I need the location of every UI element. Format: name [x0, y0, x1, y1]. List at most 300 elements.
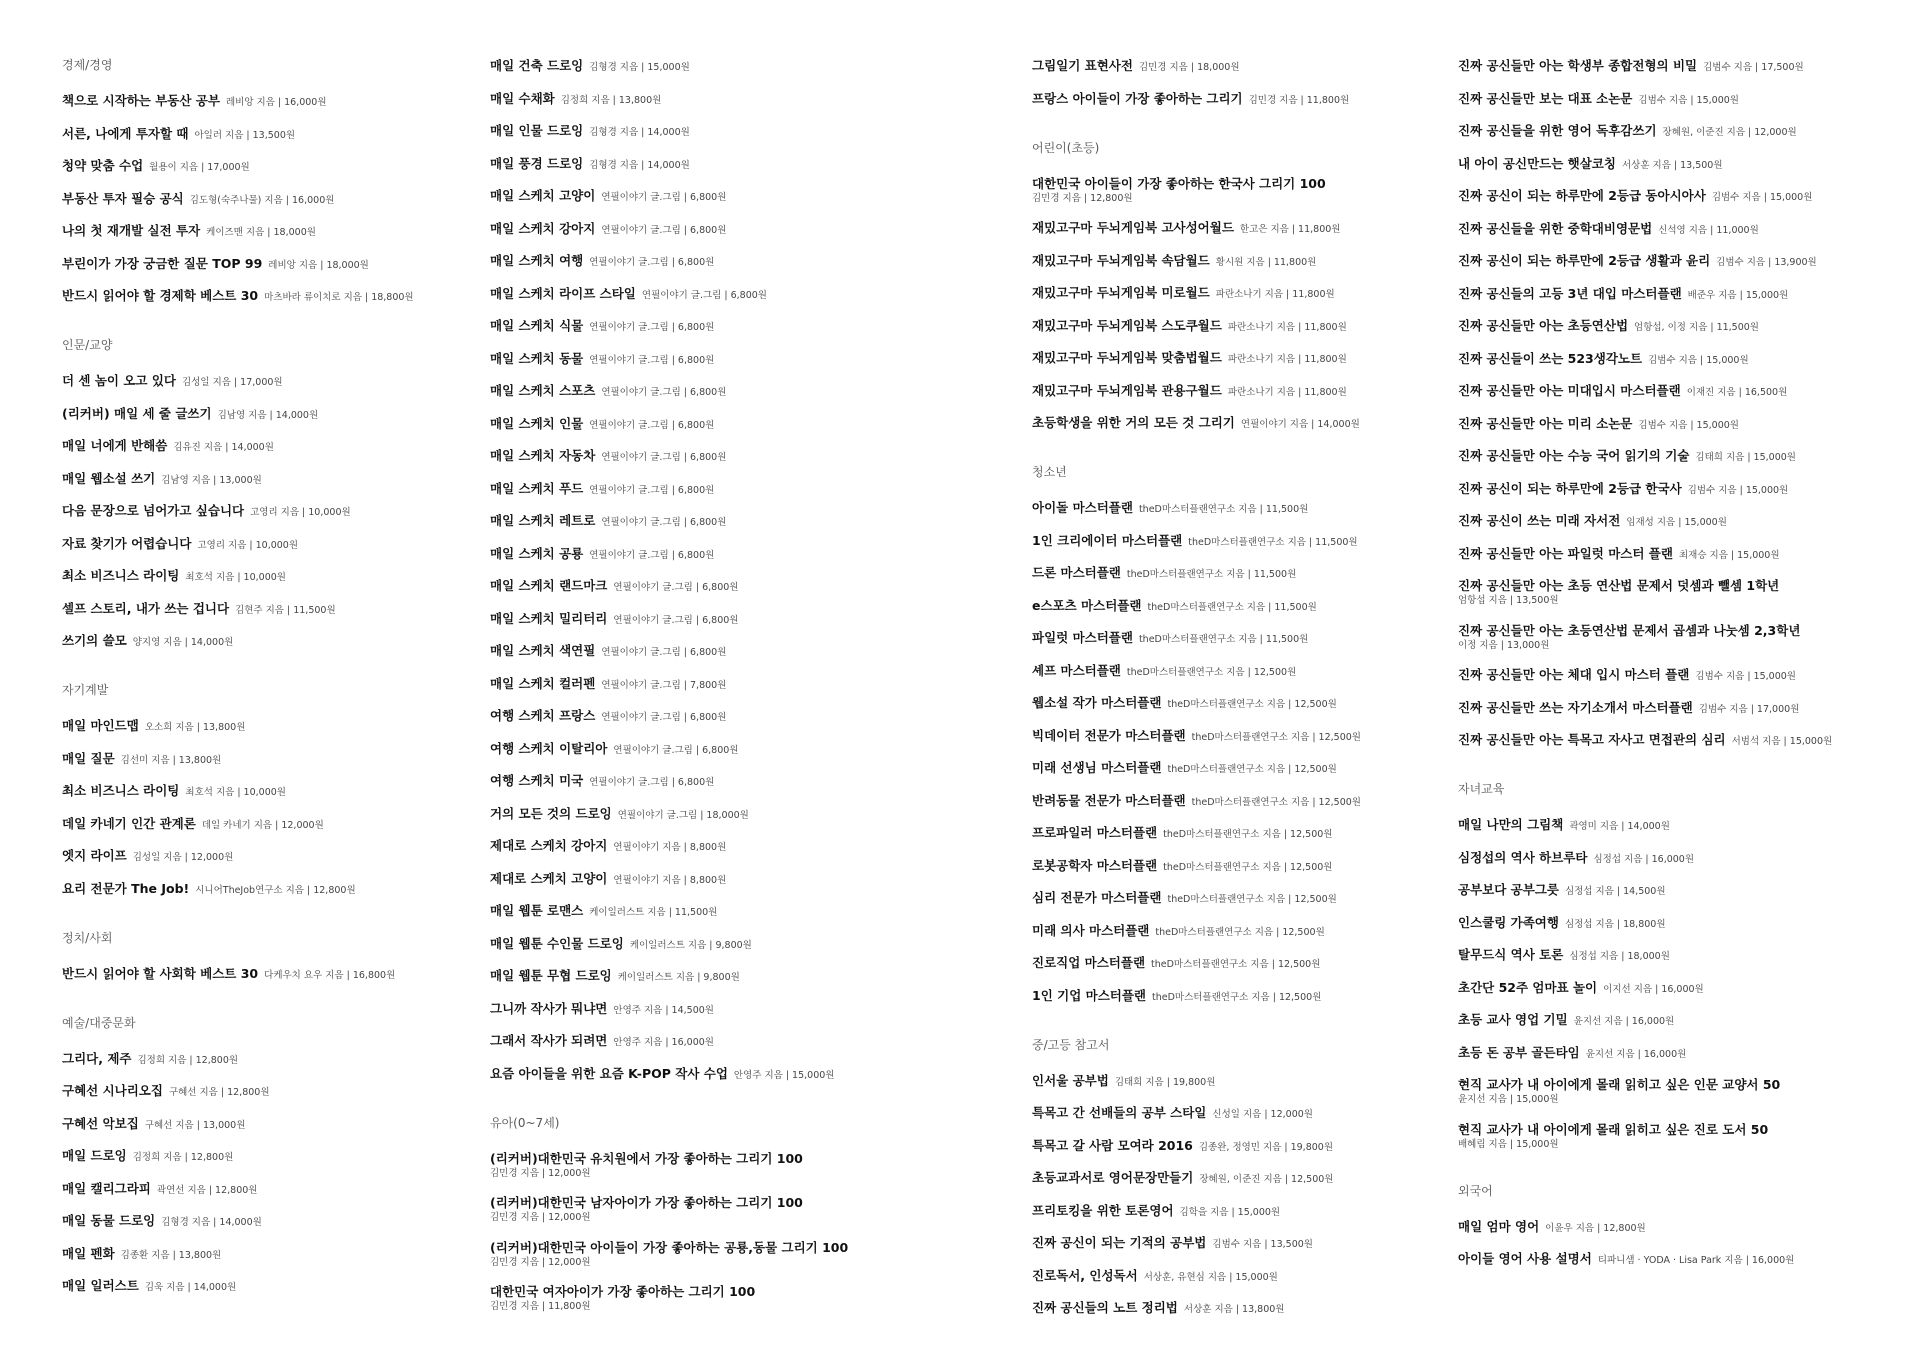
book-entry	[1032, 1071, 1432, 1091]
book-title: 재밌고구마 두뇌게임북 미로월드	[1032, 285, 1210, 300]
book-title: 진짜 공신들만 아는 초등연산법 문제서 곱셈과 나눗셈 2,3학년	[1458, 622, 1801, 638]
book-author-price: theD마스터플랜연구소 지음 | 12,500원	[1151, 959, 1321, 970]
book-entry	[1032, 56, 1432, 76]
book-title: 초등교과서로 영어문장만들기	[1032, 1170, 1194, 1185]
book-entry	[490, 901, 890, 921]
book-title: 반려동물 전문가 마스터플랜	[1032, 792, 1186, 808]
book-title: 그리다, 제주	[62, 1050, 132, 1066]
book-title: 매일 마인드맵	[62, 718, 139, 733]
book-title: 매일 웹툰 수인물 드로잉	[490, 935, 624, 951]
book-entry	[62, 404, 462, 424]
book-entry	[1458, 251, 1858, 271]
book-title: (리커버)대한민국 아이들이 가장 좋아하는 공룡,동물 그리기 100	[490, 1239, 849, 1255]
book-author-price: theD마스터플랜연구소 지음 | 12,500원	[1167, 764, 1337, 775]
book-title: 현직 교사가 내 아이에게 몰래 읽히고 싶은 인문 교양서 50	[1458, 1077, 1781, 1092]
section-heading: 어린이(초등)	[1032, 140, 1100, 155]
book-title: 반드시 읽어야 할 경제학 베스트 30	[62, 288, 259, 303]
book-author-price: 김태희 지음 | 15,000원	[1695, 452, 1796, 463]
book-entry	[1458, 576, 1858, 608]
book-author-price: 최호석 지음 | 10,000원	[185, 572, 286, 583]
book-author-price: 파란소나기 지음 | 11,800원	[1215, 289, 1335, 300]
book-title: 내 아이 공신만드는 햇살코칭	[1458, 155, 1616, 171]
book-entry	[1458, 349, 1858, 369]
book-author-price: theD마스터플랜연구소 지음 | 11,500원	[1138, 504, 1309, 515]
book-author-price: 서상훈, 유현심 지음 | 15,000원	[1143, 1271, 1278, 1283]
book-author-price: 심정섭 지음 | 14,500원	[1564, 886, 1666, 897]
book-author-price: 연필이야기 글.그림 | 6,800원	[601, 224, 727, 236]
book-entry	[62, 781, 462, 801]
book-title: 책으로 시작하는 부동산 공부	[62, 93, 220, 108]
book-author-price: 김남영 지음 | 14,000원	[217, 409, 319, 421]
book-author-price: 마츠바라 류이치로 지음 | 18,800원	[264, 292, 414, 303]
book-entry	[490, 349, 890, 369]
book-entry	[1458, 1120, 1858, 1152]
book-title: 매일 수채화	[490, 90, 555, 106]
book-title: 매일 스케치 공룡	[490, 545, 584, 561]
book-author-price: 연필이야기 글.그림 | 6,800원	[601, 387, 727, 398]
book-title: (리커버) 매일 세 줄 글쓰기	[62, 405, 212, 421]
book-author-price: 장혜원, 이준진 지음 | 12,500원	[1199, 1174, 1334, 1185]
book-title: 매일 엄마 영어	[1458, 1218, 1540, 1234]
book-title: 구혜선 악보집	[62, 1115, 139, 1131]
book-author-price: 파란소나기 지음 | 11,800원	[1227, 354, 1347, 365]
book-author-price: 김범수 지음 | 13,500원	[1212, 1239, 1313, 1250]
book-title: 요리 전문가 The Job!	[62, 880, 190, 896]
book-title: 인서울 공부법	[1032, 1072, 1109, 1088]
book-title: 나의 첫 재개발 실전 투자	[62, 223, 201, 238]
book-title: 매일 스케치 레트로	[490, 513, 596, 528]
book-entry	[62, 814, 462, 834]
book-author-price: theD마스터플랜연구소 지음 | 12,500원	[1163, 829, 1333, 840]
book-entry	[1032, 661, 1432, 681]
catalog-section	[62, 929, 462, 984]
book-author-price: 안영주 지음 | 14,500원	[613, 1004, 714, 1016]
book-title: 진짜 공신들만 아는 체대 입시 마스터 플랜	[1458, 667, 1690, 682]
book-entry	[1032, 986, 1432, 1006]
book-title: 엣지 라이프	[62, 848, 127, 863]
book-entry	[490, 544, 890, 564]
book-entry	[1032, 1233, 1432, 1253]
book-author-price: 연필이야기 글.그림 | 6,800원	[641, 289, 767, 301]
book-entry	[62, 189, 462, 209]
book-author-price: 김성일 지음 | 17,000원	[182, 377, 283, 388]
catalog-section	[490, 1114, 890, 1315]
book-title: 다음 문장으로 넘어가고 싶습니다	[62, 503, 245, 518]
book-entry	[490, 121, 890, 141]
book-entry	[1458, 219, 1858, 239]
book-author-price: theD마스터플랜연구소 지음 | 12,500원	[1167, 699, 1337, 710]
book-entry	[1458, 121, 1858, 141]
catalog-column	[1458, 56, 1858, 1299]
book-author-price: 곽연선 지음 | 12,800원	[156, 1184, 258, 1196]
book-entry	[62, 631, 462, 651]
book-author-price: 연필이야기 글.그림 | 6,800원	[589, 257, 715, 268]
book-author-price: 김범수 지음 | 15,000원	[1648, 354, 1749, 366]
book-author-price: 고영리 지음 | 10,000원	[197, 539, 299, 551]
book-author-price: 연필이야기 글.그림 | 6,800원	[589, 777, 715, 788]
catalog-section	[1458, 56, 1858, 750]
book-entry	[490, 836, 890, 856]
book-title: 현직 교사가 내 아이에게 몰래 읽히고 싶은 진로 도서 50	[1458, 1121, 1769, 1137]
book-author-price: 다케우치 요우 지음 | 16,800원	[264, 969, 396, 981]
book-title: 매일 질문	[62, 750, 115, 766]
book-author-price: 케이즈맨 지음 | 18,000원	[206, 227, 316, 238]
book-title: 매일 펜화	[62, 1245, 115, 1261]
book-entry	[1458, 414, 1858, 434]
book-entry	[1032, 413, 1432, 433]
book-title: 드론 마스터플랜	[1032, 565, 1121, 580]
book-entry	[1032, 1168, 1432, 1188]
book-entry	[62, 1179, 462, 1199]
book-title: 매일 스케치 컬러펜	[490, 675, 596, 691]
section-heading: 중/고등 참고서	[1032, 1037, 1110, 1052]
book-entry	[62, 124, 462, 144]
book-author-price: 김정희 지음 | 12,800원	[132, 1152, 234, 1163]
book-entry	[490, 706, 890, 726]
book-entry	[1458, 913, 1858, 933]
book-entry	[490, 219, 890, 239]
book-title: 진짜 공신들을 위한 영어 독후감쓰기	[1458, 123, 1657, 138]
catalog-section	[490, 56, 890, 1084]
book-author-price: 안영주 지음 | 16,000원	[613, 1037, 714, 1048]
book-entry	[490, 414, 890, 434]
book-entry	[490, 1193, 890, 1225]
book-author-price: 김태희 지음 | 19,800원	[1114, 1076, 1216, 1088]
book-title: 더 센 놈이 오고 있다	[62, 373, 177, 388]
book-title: 셀프 스토리, 내가 쓰는 겁니다	[62, 600, 230, 616]
book-title: 매일 스케치 밀리터리	[490, 610, 608, 626]
book-title: 구혜선 시나리오집	[62, 1083, 163, 1098]
book-entry	[490, 1238, 890, 1270]
book-entry	[62, 879, 462, 899]
book-title: 부동산 투자 필승 공식	[62, 190, 184, 206]
book-author-price: 김범수 지음 | 15,000원	[1687, 484, 1789, 496]
book-entry	[62, 1081, 462, 1101]
book-author-price: 연필이야기 글.그림 | 6,800원	[601, 517, 727, 528]
book-title: 재밌고구마 두뇌게임북 고사성어월드	[1032, 220, 1234, 235]
book-entry	[62, 221, 462, 241]
book-author-price: 케이일러스트 지음 | 9,800원	[629, 939, 752, 951]
book-author-price: 구혜선 지음 | 12,800원	[168, 1087, 270, 1098]
book-entry	[490, 641, 890, 661]
book-title: 로봇공학자 마스터플랜	[1032, 857, 1158, 873]
section-heading: 정치/사회	[62, 930, 113, 945]
book-entry	[62, 716, 462, 736]
book-author-price: 김민경 지음 | 12,000원	[490, 1212, 591, 1223]
book-entry	[1032, 726, 1432, 746]
book-title: 진짜 공신들만 아는 수능 국어 읽기의 기술	[1458, 448, 1690, 463]
book-author-price: theD마스터플랜연구소 지음 | 12,500원	[1191, 796, 1361, 808]
book-entry	[1458, 89, 1858, 109]
book-entry	[1458, 945, 1858, 965]
book-entry	[490, 479, 890, 499]
book-author-price: 연필이야기 글.그림 | 6,800원	[613, 744, 739, 756]
book-entry	[1032, 856, 1432, 876]
book-author-price: 김범수 지음 | 15,000원	[1638, 419, 1739, 431]
book-title: 매일 스케치 고양이	[490, 188, 596, 203]
book-title: 미래 선생님 마스터플랜	[1032, 760, 1162, 775]
book-entry	[490, 446, 890, 466]
book-author-price: 이재진 지음 | 16,500원	[1686, 387, 1788, 398]
book-title: 매일 스케치 랜드마크	[490, 578, 608, 593]
catalog-section	[1032, 56, 1432, 109]
book-author-price: 최호석 지음 | 10,000원	[185, 787, 286, 798]
book-title: 매일 스케치 푸드	[490, 480, 584, 496]
book-title: 인스쿨링 가족여행	[1458, 914, 1559, 930]
book-author-price: 김형경 지음 | 14,000원	[161, 1217, 262, 1228]
book-title: 부린이가 가장 궁금한 질문 TOP 99	[62, 255, 263, 271]
book-entry	[1458, 848, 1858, 868]
section-heading: 인문/교양	[62, 338, 113, 352]
book-entry	[62, 846, 462, 866]
book-entry	[1032, 174, 1432, 206]
book-title: 매일 스케치 자동차	[490, 448, 596, 463]
book-entry	[1458, 446, 1858, 466]
book-title: 진짜 공신들의 노트 정리법	[1032, 1300, 1178, 1315]
book-entry	[490, 1149, 890, 1181]
book-title: 매일 웹툰 무협 드로잉	[490, 968, 612, 983]
book-author-price: 이윤우 지음 | 12,800원	[1545, 1222, 1646, 1234]
book-author-price: 서상훈 지음 | 13,500원	[1621, 159, 1723, 171]
book-author-price: 김정희 지음 | 12,800원	[137, 1054, 239, 1066]
book-entry	[62, 469, 462, 489]
book-author-price: theD마스터플랜연구소 지음 | 11,500원	[1126, 569, 1297, 580]
catalog-column	[62, 56, 462, 1326]
book-author-price: 신석영 지음 | 11,000원	[1658, 224, 1759, 236]
book-author-price: 연필이야기 지음 | 8,800원	[613, 874, 727, 886]
book-author-price: 김범수 지음 | 15,000원	[1695, 671, 1796, 682]
book-title: 매일 스케치 인물	[490, 415, 584, 431]
book-title: 초등 돈 공부 골든타임	[1458, 1044, 1580, 1060]
book-author-price: 김욱 지음 | 14,000원	[144, 1282, 237, 1293]
book-title: 매일 건축 드로잉	[490, 58, 584, 73]
book-title: 초간단 52주 엄마표 놀이	[1458, 979, 1598, 995]
book-entry	[490, 186, 890, 206]
catalog-section	[62, 1014, 462, 1297]
book-author-price: 김민경 지음 | 11,800원	[1248, 94, 1350, 106]
book-title: 프로파일러 마스터플랜	[1032, 825, 1158, 840]
book-title: 진짜 공신들의 고등 3년 대입 마스터플랜	[1458, 285, 1682, 301]
book-author-price: 양지영 지음 | 14,000원	[132, 637, 234, 648]
book-entry	[1032, 316, 1432, 336]
book-entry	[1458, 1217, 1858, 1237]
book-entry	[1458, 1010, 1858, 1030]
book-title: 최소 비즈니스 라이팅	[62, 783, 180, 798]
book-title: 셰프 마스터플랜	[1032, 662, 1121, 678]
book-author-price: 서범석 지음 | 15,000원	[1731, 736, 1833, 747]
book-title: 매일 드로잉	[62, 1148, 127, 1163]
book-author-price: 임재성 지음 | 15,000원	[1626, 517, 1727, 528]
book-author-price: theD마스터플랜연구소 지음 | 12,500원	[1152, 991, 1322, 1003]
book-entry	[62, 254, 462, 274]
book-author-price: 김유진 지음 | 14,000원	[173, 442, 274, 453]
catalog-section	[62, 56, 462, 306]
book-title: 매일 동물 드로잉	[62, 1213, 156, 1228]
book-entry	[1458, 665, 1858, 685]
book-title: 재밌고구마 두뇌게임북 관용구월드	[1032, 382, 1222, 398]
book-entry	[62, 1211, 462, 1231]
book-title: (리커버)대한민국 남자아이가 가장 좋아하는 그리기 100	[490, 1195, 803, 1210]
book-author-price: 김성일 지음 | 12,000원	[132, 852, 234, 863]
book-entry	[1458, 316, 1858, 336]
book-title: 진짜 공신이 되는 하루만에 2등급 동아시아사	[1458, 188, 1706, 203]
book-author-price: 신성일 지음 | 12,000원	[1212, 1109, 1313, 1120]
book-author-price: 배혜림 지음 | 15,000원	[1458, 1138, 1559, 1150]
book-title: 요즘 아이들을 위한 요즘 K-POP 작사 수업	[490, 1065, 728, 1081]
book-title: 진짜 공신들만 아는 초등연산법	[1458, 318, 1629, 333]
book-title: 제대로 스케치 고양이	[490, 870, 608, 886]
book-entry	[1032, 693, 1432, 713]
book-author-price: 아일러 지음 | 13,500원	[194, 129, 296, 141]
book-entry	[1458, 1075, 1858, 1107]
book-author-price: 최재승 지음 | 15,000원	[1678, 549, 1780, 561]
book-author-price: 김민경 지음 | 11,800원	[490, 1301, 591, 1312]
book-entry	[1032, 921, 1432, 941]
catalog-section	[62, 336, 462, 651]
book-title: 심정섭의 역사 하브루타	[1458, 849, 1588, 865]
book-entry	[1458, 381, 1858, 401]
book-title: 진짜 공신들이 쓰는 523생각노트	[1458, 350, 1643, 366]
book-entry	[490, 511, 890, 531]
book-entry	[1458, 621, 1858, 653]
book-title: 매일 나만의 그림책	[1458, 817, 1564, 832]
book-title: 재밌고구마 두뇌게임북 스도쿠월드	[1032, 317, 1222, 333]
book-author-price: 케이일러스트 지음 | 9,800원	[617, 972, 740, 983]
section-heading: 자기계발	[62, 683, 109, 697]
book-title: 진짜 공신들만 아는 미리 소논문	[1458, 415, 1633, 431]
book-entry	[62, 1276, 462, 1296]
catalog-section	[1032, 463, 1432, 1006]
book-entry	[62, 534, 462, 554]
book-title: 매일 풍경 드로잉	[490, 155, 584, 171]
book-author-price: 김선미 지음 | 13,800원	[120, 754, 222, 766]
section-heading: 청소년	[1032, 465, 1067, 479]
book-author-price: 김범수 지음 | 17,000원	[1698, 703, 1800, 715]
book-author-price: 김범수 지음 | 17,500원	[1703, 62, 1804, 73]
book-author-price: 김민경 지음 | 12,800원	[1032, 192, 1133, 204]
book-entry	[490, 609, 890, 629]
book-entry	[1032, 498, 1432, 518]
book-title: 특목고 갈 사람 모여라 2016	[1032, 1137, 1193, 1153]
book-title: 아이돌 마스터플랜	[1032, 500, 1133, 515]
section-heading: 경제/경영	[62, 58, 113, 72]
book-title: 1인 기업 마스터플랜	[1032, 987, 1147, 1003]
book-author-price: 구혜선 지음 | 13,000원	[144, 1119, 246, 1131]
book-entry	[62, 1114, 462, 1134]
book-title: 진짜 공신이 되는 하루만에 2등급 생활과 윤리	[1458, 253, 1711, 268]
book-entry	[1032, 888, 1432, 908]
section-heading: 예술/대중문화	[62, 1015, 136, 1030]
book-title: 진짜 공신들만 아는 미대입시 마스터플랜	[1458, 383, 1681, 398]
book-title: 대한민국 아이들이 가장 좋아하는 한국사 그리기 100	[1032, 175, 1326, 191]
book-entry	[1032, 1266, 1432, 1286]
book-author-price: 연필이야기 글.그림 | 6,800원	[589, 419, 715, 431]
book-author-price: 월용이 지음 | 17,000원	[149, 162, 250, 173]
book-entry	[490, 771, 890, 791]
book-author-price: 연필이야기 글.그림 | 6,800원	[613, 582, 739, 593]
book-entry	[1032, 283, 1432, 303]
book-author-price: 곽영미 지음 | 14,000원	[1569, 821, 1670, 832]
book-title: 매일 스케치 식물	[490, 318, 584, 333]
book-title: 진짜 공신들만 아는 파일럿 마스터 플랜	[1458, 545, 1673, 561]
book-title: 매일 스케치 색연필	[490, 643, 596, 658]
book-title: 그림일기 표현사전	[1032, 58, 1133, 73]
book-author-price: 김학을 지음 | 15,000원	[1179, 1206, 1281, 1218]
book-entry	[490, 1031, 890, 1051]
book-author-price: 윤지선 지음 | 16,000원	[1573, 1016, 1675, 1027]
book-author-price: 심정섭 지음 | 18,800원	[1564, 918, 1666, 930]
book-title: 특목고 간 선배들의 공부 스타일	[1032, 1105, 1207, 1120]
book-entry	[1458, 1043, 1858, 1063]
book-title: 제대로 스케치 강아지	[490, 838, 608, 853]
book-author-price: 연필이야기 글.그림 | 6,800원	[589, 484, 715, 496]
book-entry	[1032, 531, 1432, 551]
book-author-price: 이정 지음 | 13,000원	[1458, 639, 1550, 651]
book-title: 매일 스케치 여행	[490, 253, 584, 268]
book-entry	[1458, 284, 1858, 304]
book-title: 쓰기의 쓸모	[62, 633, 127, 648]
book-title: 프리토킹을 위한 토론영어	[1032, 1202, 1174, 1218]
book-title: 진로직업 마스터플랜	[1032, 955, 1146, 970]
book-entry	[1032, 348, 1432, 368]
book-entry	[1458, 511, 1858, 531]
book-title: 진짜 공신이 쓰는 미래 자서전	[1458, 513, 1621, 528]
book-entry	[1032, 628, 1432, 648]
book-title: 1인 크리에이터 마스터플랜	[1032, 532, 1183, 548]
book-author-price: 엄항섭, 이정 지음 | 11,500원	[1634, 322, 1759, 333]
book-title: 매일 스케치 강아지	[490, 220, 596, 236]
book-title: 진짜 공신들만 아는 특목고 자사고 면접관의 심리	[1458, 732, 1726, 747]
book-title: (리커버)대한민국 유치원에서 가장 좋아하는 그리기 100	[490, 1150, 803, 1166]
book-entry	[62, 566, 462, 586]
book-entry	[62, 436, 462, 456]
book-author-price: theD마스터플랜연구소 지음 | 12,500원	[1126, 666, 1297, 678]
book-author-price: 레비앙 지음 | 18,000원	[268, 259, 369, 271]
book-title: 청약 맞춤 수업	[62, 158, 144, 173]
book-entry	[1458, 186, 1858, 206]
book-title: 아이들 영어 사용 설명서	[1458, 1251, 1592, 1266]
book-title: 매일 스케치 라이프 스타일	[490, 285, 636, 301]
book-author-price: 심정섭 지음 | 18,000원	[1569, 951, 1670, 962]
book-author-price: 안영주 지음 | 15,000원	[733, 1069, 835, 1081]
book-entry	[1032, 563, 1432, 583]
book-entry	[1458, 154, 1858, 174]
book-title: 진짜 공신들만 아는 학생부 종합전형의 비밀	[1458, 58, 1698, 73]
book-author-price: 연필이야기 글.그림 | 18,000원	[617, 809, 749, 821]
book-author-price: 시니어TheJob연구소 지음 | 12,800원	[195, 884, 356, 896]
book-title: 공부보다 공부그릇	[1458, 882, 1559, 897]
section-heading: 외국어	[1458, 1183, 1493, 1198]
book-entry	[1032, 596, 1432, 616]
book-title: 진로독서, 인성독서	[1032, 1267, 1138, 1283]
book-entry	[62, 156, 462, 176]
catalog-section	[62, 681, 462, 899]
book-title: 그니까 작사가 뭐냐면	[490, 1000, 608, 1016]
book-author-price: 엄항섭 지음 | 13,500원	[1458, 595, 1559, 606]
book-title: e스포츠 마스터플랜	[1032, 597, 1142, 613]
book-author-price: 황시원 지음 | 11,800원	[1215, 256, 1317, 268]
book-title: 파일럿 마스터플랜	[1032, 630, 1133, 645]
book-entry	[490, 56, 890, 76]
book-author-price: 김형경 지음 | 14,000원	[589, 127, 690, 138]
book-title: 웹소설 작가 마스터플랜	[1032, 695, 1162, 710]
book-entry	[62, 749, 462, 769]
book-entry	[62, 964, 462, 984]
book-title: 진짜 공신들만 아는 초등 연산법 문제서 덧셈과 뺄셈 1학년	[1458, 578, 1780, 593]
book-title: 재밌고구마 두뇌게임북 속담월드	[1032, 252, 1210, 268]
book-entry	[1458, 479, 1858, 499]
book-title: 여행 스케치 이탈리아	[490, 740, 608, 756]
